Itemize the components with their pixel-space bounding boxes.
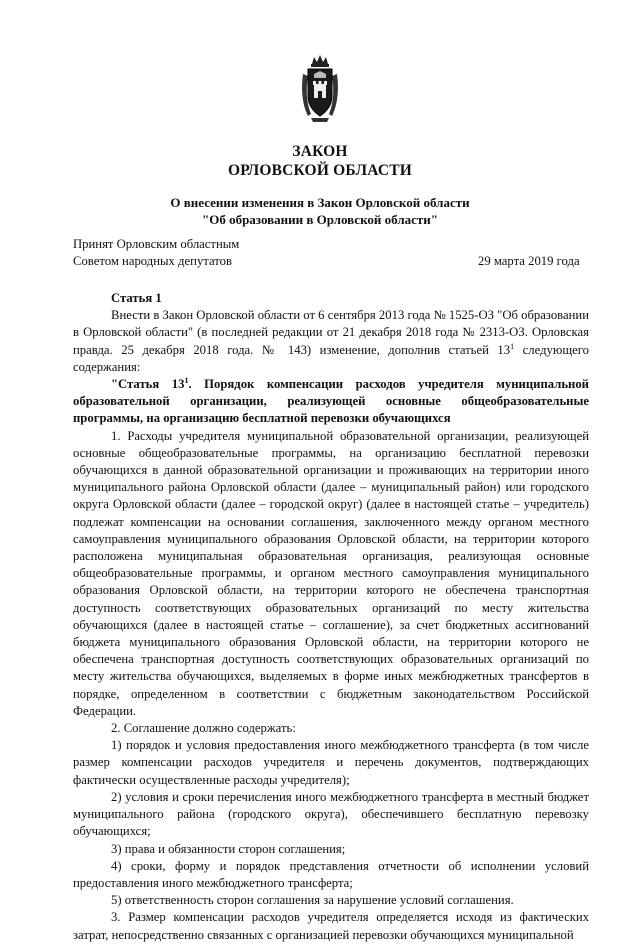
adopted-by-line2: Советом народных депутатов (73, 254, 232, 268)
law-subtitle-line1: О внесении изменения в Закон Орловской области (170, 195, 470, 210)
coat-of-arms-icon (300, 54, 340, 124)
new-article-title: "Статья $13^1$. Порядок компенсации расходов учредителя муниципальной образовательной организации, реализующей основные общеобразовательные программы, на организацию бесплатной перевозки обучающихся (73, 375, 589, 426)
region-title: ОРЛОВСКОЙ ОБЛАСТИ (227, 162, 413, 179)
adopted-by-line1: Принят Орловским областным (73, 237, 240, 251)
paragraph: 1. Расходы учредителя муниципальной образовательной организации, реализующей основные общеобразовательные программы, на организацию бесплатной перевозки обучающихся в данной образовательной организации и проживающих на территории иного муниципального района Орловской области (далее – муниципальный район) или городского округа Орловской области (далее – городской округ) (далее в настоящей статье – учредитель) подлежат компенсации на основании соглашения, заключенного между органом местного самоуправления муниципального образования Орловской области, на территории которого расположена муниципальная образовательная организация, реализующая основные общеобразовательные программы, и органом местного самоуправления муниципального образования Орловской области, на территории которого не обеспечена транспортная доступность соответствующих образовательных организаций по месту жительства обучающихся (далее в настоящей статье – соглашение), за счет бюджетных ассигнований бюджета муниципального образования Орловской области, на территории которого не обеспечена транспортная доступность соответствующих образовательных организаций по месту жительства обучающихся, выделяемых в форме иных межбюджетных трансфертов в порядке, определенном в соответствии с бюджетным законодательством Российской Федерации. (73, 428, 589, 718)
paragraph: 1) порядок и условия предоставления иного межбюджетного трансферта (в том числе размер компенсации расходов учредителя и перечень документов, подтверждающих фактически осуществленные расходы учредителя); (73, 738, 589, 787)
paragraph: 4) сроки, форму и порядок представления отчетности об исполнении условий предоставления иного межбюджетного трансферта; (73, 858, 589, 890)
article-heading: Статья 1 (111, 291, 162, 305)
paragraph: 5) ответственность сторон соглашения за нарушение условий соглашения. (111, 893, 514, 908)
law-title: ЗАКОН (292, 143, 348, 160)
adoption-date: 29 марта 2019 года (478, 254, 580, 268)
paragraph: 2. Соглашение должно содержать: (111, 721, 296, 736)
article-intro: Внести в Закон Орловской области от 6 сентября 2013 года № 1525-ОЗ "Об образовании в Орловской области" (в последней редакции от 21 декабря 2018 года № 2313-ОЗ. Орловская правда. 25 декабря 2018 года. № 143) изменение, дополнив статьей $13^1$ следующего содержания: (73, 308, 590, 374)
paragraph: 2) условия и сроки перечисления иного межбюджетного трансферта в местный бюджет муниципального района (городского округа), обеспечившего бесплатную перевозку обучающихся; (73, 789, 589, 839)
paragraph: 3) права и обязанности сторон соглашения; (111, 841, 346, 856)
law-subtitle-line2: "Об образовании в Орловской области" (202, 212, 438, 227)
paragraph: 3. Размер компенсации расходов учредителя определяется исходя из фактических затрат, непосредственно связанных с организацией перевозки обучающихся муниципальной (73, 910, 589, 942)
article-body (73, 290, 589, 944)
